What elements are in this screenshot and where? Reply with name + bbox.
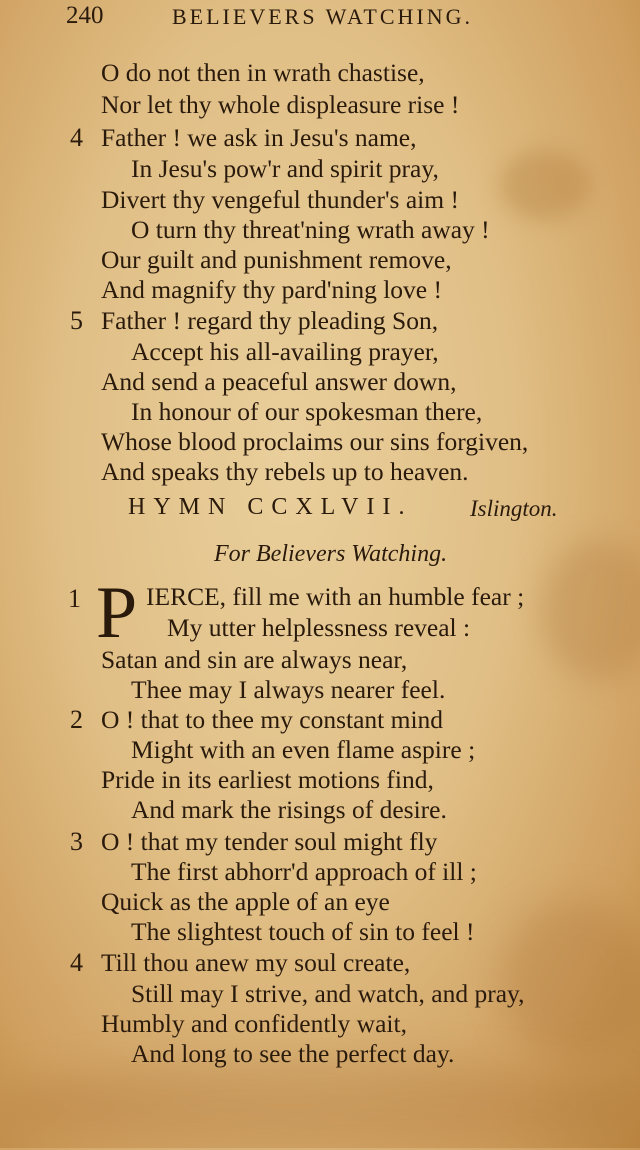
stanza-number: 3 <box>70 827 83 856</box>
poem-line: And send a peaceful answer down, <box>101 367 457 396</box>
poem-line: The first abhorr'd approach of ill ; <box>131 857 477 886</box>
poem-line: And mark the risings of desire. <box>131 795 447 824</box>
poem-line: O ! that my tender soul might fly <box>101 827 438 856</box>
poem-line: The slightest touch of sin to feel ! <box>131 917 475 946</box>
tune-name: Islington. <box>470 496 558 521</box>
stanza-number: 4 <box>70 123 83 152</box>
poem-line: Satan and sin are always near, <box>101 645 408 674</box>
poem-line: And long to see the perfect day. <box>131 1039 455 1068</box>
poem-line: Father ! regard thy pleading Son, <box>101 306 439 335</box>
poem-line: O ! that to thee my constant mind <box>101 705 444 734</box>
poem-line: My utter helplessness reveal : <box>167 613 471 642</box>
poem-line: Divert thy vengeful thunder's aim ! <box>101 185 459 214</box>
poem-line: Might with an even flame aspire ; <box>131 735 476 764</box>
stanza-number: 5 <box>70 306 83 335</box>
poem-line: Our guilt and punishment remove, <box>101 245 452 274</box>
poem-line: And magnify thy pard'ning love ! <box>101 275 442 304</box>
poem-line: O turn thy threat'ning wrath away ! <box>131 215 490 244</box>
poem-line: Till thou anew my soul create, <box>101 948 411 977</box>
hymn-subtitle: For Believers Watching. <box>214 541 448 567</box>
poem-line: Quick as the apple of an eye <box>101 887 390 916</box>
poem-line: Still may I strive, and watch, and pray, <box>131 979 525 1008</box>
poem-line: O do not then in wrath chastise, <box>101 58 425 87</box>
stanza-number: 1 <box>68 584 81 613</box>
drop-cap: P <box>96 572 138 654</box>
poem-line: Pride in its earliest motions find, <box>101 765 434 794</box>
stanza-number: 4 <box>70 948 83 977</box>
page-number: 240 <box>66 2 104 29</box>
poem-line: And speaks thy rebels up to heaven. <box>101 457 469 486</box>
page-header <box>66 2 636 34</box>
poem-line: In honour of our spokesman there, <box>131 397 483 426</box>
running-head: BELIEVERS WATCHING. <box>172 4 474 29</box>
poem-line: Humbly and confidently wait, <box>101 1009 407 1038</box>
poem-line: Whose blood proclaims our sins forgiven, <box>101 427 529 456</box>
hymn-title: HYMN CCXLVII. <box>128 494 413 520</box>
poem-line: Accept his all-availing prayer, <box>131 337 439 366</box>
poem-line: Thee may I always nearer feel. <box>131 675 446 704</box>
poem-line: Nor let thy whole displeasure rise ! <box>101 90 460 119</box>
poem-line: Father ! we ask in Jesu's name, <box>101 123 417 152</box>
poem-line: In Jesu's pow'r and spirit pray, <box>131 154 439 183</box>
poem-line: IERCE, fill me with an humble fear ; <box>146 582 525 611</box>
stanza-number: 2 <box>70 705 83 734</box>
